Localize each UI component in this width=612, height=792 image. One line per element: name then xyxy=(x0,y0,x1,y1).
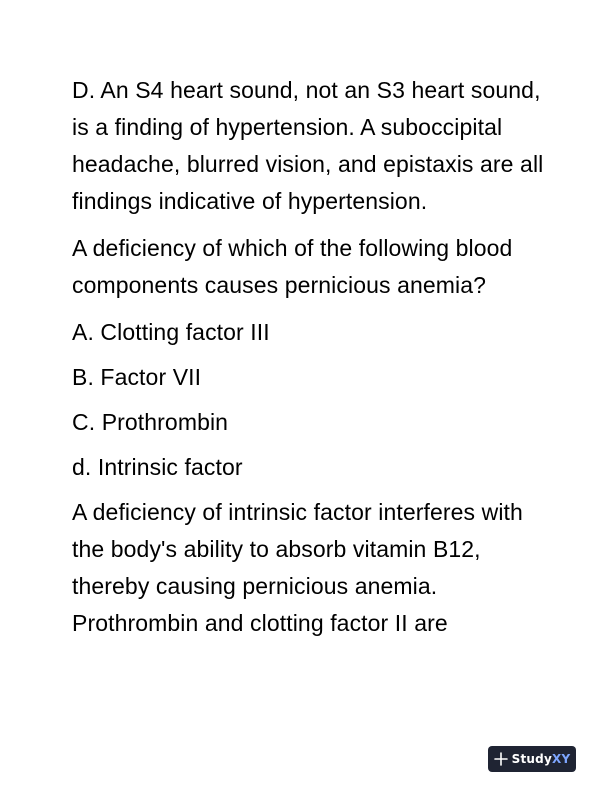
studyxy-watermark xyxy=(488,746,576,772)
answer-rationale-intrinsic-factor: A deficiency of intrinsic factor interferes with the body's ability to absorb vitamin B12, thereby causing pernicious anemia. Prothrombin and clotting factor II are xyxy=(72,499,523,636)
answer-rationale-hypertension: D. An S4 heart sound, not an S3 heart sound, is a finding of hypertension. A suboccipital headache, blurred vision, and epistaxis are all findings indicative of hypertension. xyxy=(72,77,544,214)
document-page xyxy=(72,72,550,652)
option-d: d. Intrinsic factor xyxy=(72,454,243,480)
option-a: A. Clotting factor III xyxy=(72,319,270,345)
watermark-brand-accent: XY xyxy=(552,752,571,766)
option-c: C. Prothrombin xyxy=(72,409,229,435)
plus-icon xyxy=(494,752,508,766)
question-text: A deficiency of which of the following blood components causes pernicious anemia? xyxy=(72,235,513,298)
watermark-brand: StudyXY xyxy=(511,752,571,766)
option-b: B. Factor VII xyxy=(72,364,202,390)
